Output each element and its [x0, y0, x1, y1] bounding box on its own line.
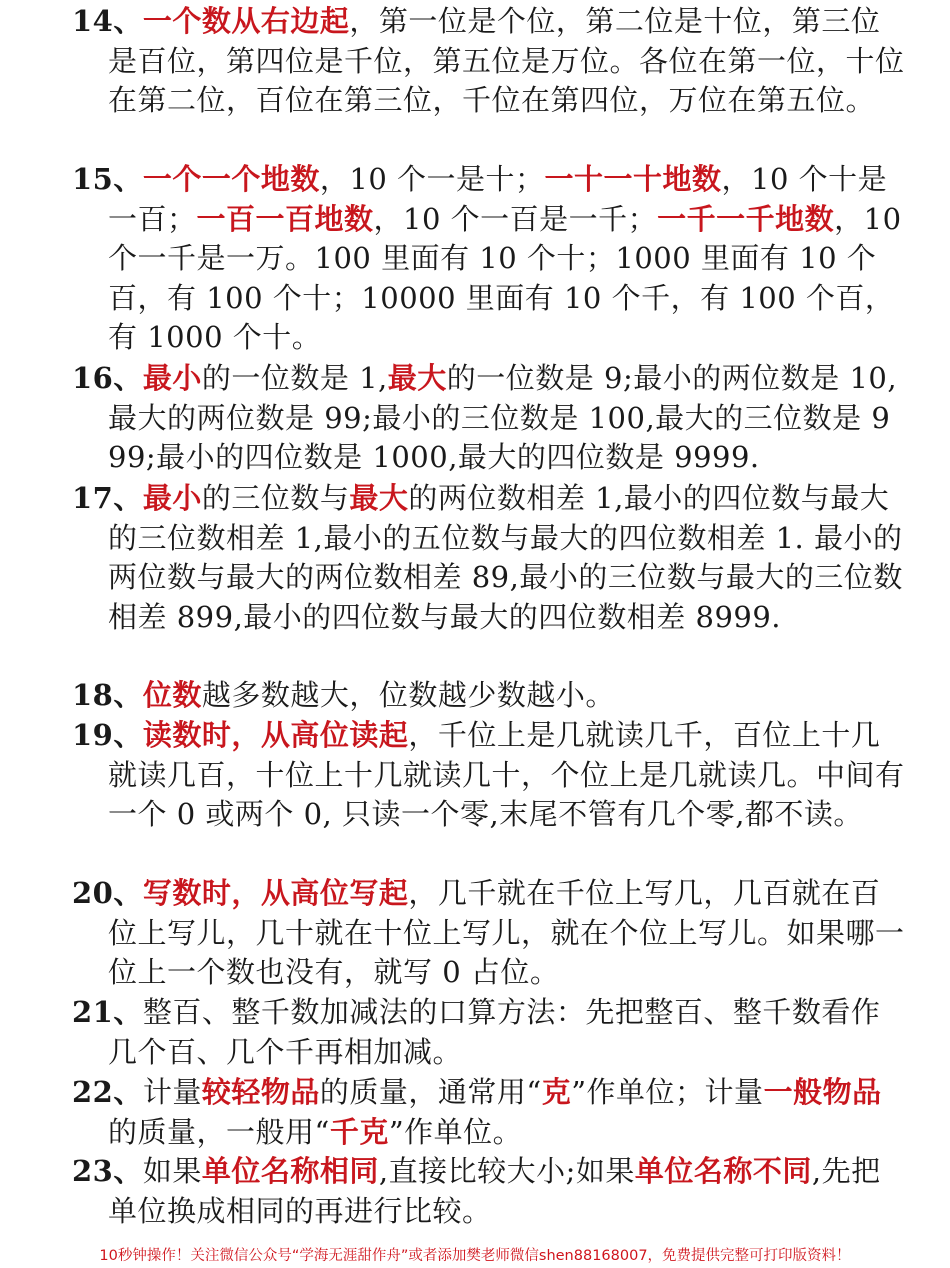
body-text: 的一位数是 1,: [201, 361, 388, 395]
list-item: [72, 479, 908, 637]
body-text: ”作单位。: [388, 1114, 523, 1149]
list-item: [72, 160, 908, 358]
body-text: ，10 个一是十；: [319, 162, 545, 196]
body-text: ，几千就在千位上写几，几百就在百位上写儿，几十就在十位上写儿，就在个位上写儿。如果哪一位上一个数也没有，就写 0 占位。: [108, 876, 905, 989]
highlight-text: 单位名称相同: [201, 1154, 379, 1188]
body-text: 整百、整千数加减法的口算方法：先把整百、整千数看作几个百、几个千再相加减。: [108, 995, 881, 1069]
body-text: ,先把单位换成相同的再进行比较。: [108, 1154, 881, 1228]
body-text: ,直接比较大小;如果: [378, 1154, 635, 1188]
item-number: 23、: [72, 1154, 143, 1188]
highlight-text: 单位名称不同: [634, 1154, 812, 1188]
item-number: 18、: [72, 678, 143, 712]
body-text: 的一位数是 9;最小的两位数是 10,最大的两位数是 99;最小的三位数是 100,最大的三位数是 999;最小的四位数是 1000,最大的四位数是 9999.: [108, 361, 898, 474]
body-text: ”作单位；计量: [571, 1075, 764, 1109]
item-number: 14、: [72, 4, 143, 38]
body-text: 的三位数与: [201, 481, 350, 515]
body-text: 越多数越大，位数越少数越小。: [201, 678, 615, 712]
item-number: 15、: [72, 162, 143, 196]
highlight-text: 一个数从右边起: [142, 4, 350, 38]
item-number: 20、: [72, 876, 143, 910]
body-text: 的质量，一般用“: [108, 1114, 330, 1149]
highlight-text: 一百一百地数: [196, 201, 374, 236]
body-text: ，10 个十是一百；: [108, 162, 888, 236]
body-text: 的质量，通常用“: [319, 1075, 542, 1109]
body-text: ，第一位是个位，第二位是十位，第三位是百位，第四位是千位，第五位是万位。各位在第一位，十位在第二位，百位在第三位，千位在第四位，万位在第五位。: [108, 4, 905, 117]
highlight-text: 一般物品: [763, 1075, 882, 1109]
list-item: [72, 2, 908, 121]
list-item: [72, 993, 908, 1072]
item-number: 22、: [72, 1075, 143, 1109]
list-item: [72, 359, 908, 478]
list-item: [72, 1152, 908, 1231]
list-item: [72, 716, 908, 835]
highlight-text: 读数时，从高位读起: [142, 718, 409, 752]
highlight-text: 最大: [349, 481, 409, 515]
highlight-text: 较轻物品: [201, 1075, 320, 1109]
item-number: 19、: [72, 718, 143, 752]
list-item: [72, 676, 908, 716]
body-text: ，10 个一千是一万。100 里面有 10 个十；1000 里面有 10 个百，有 100 个十；10000 里面有 10 个千，有 100 个百，有 1000 个十。: [108, 201, 902, 354]
item-number: 16、: [72, 361, 143, 395]
body-text: ，10 个一百是一千；: [373, 201, 658, 236]
body-text: ，千位上是几就读几千，百位上十几就读几百，十位上十几就读几十，个位上是几就读几。中间有一个 0 或两个 0, 只读一个零,末尾不管有几个零,都不读。: [108, 718, 905, 831]
item-number: 21、: [72, 995, 143, 1029]
highlight-text: 写数时，从高位写起: [142, 876, 409, 910]
highlight-text: 最小: [142, 361, 202, 395]
body-text: 如果: [142, 1154, 202, 1188]
body-text: 的两位数相差 1,最小的四位数与最大的三位数相差 1,最小的五位数与最大的四位数相差 1. 最小的两位数与最大的两位数相差 89,最小的三位数与最大的三位数相差 899,最小的四位数与最大的四位数相差 8999.: [108, 481, 903, 634]
item-number: 17、: [72, 481, 143, 515]
highlight-text: 一十一十地数: [544, 162, 722, 196]
highlight-text: 最小: [142, 481, 202, 515]
body-text: 计量: [142, 1075, 202, 1109]
highlight-text: 一千一千地数: [657, 201, 835, 236]
highlight-text: 位数: [142, 678, 202, 712]
list-item: [72, 1073, 908, 1152]
list-item: [72, 874, 908, 993]
highlight-text: 一个一个地数: [142, 162, 320, 196]
footer-promo-text: 10秒钟操作！关注微信公众号“学海无涯甜作舟”或者添加樊老师微信shen88168007，免费提供完整可打印版资料！: [99, 1248, 851, 1264]
highlight-text: 千克: [329, 1114, 389, 1149]
highlight-text: 克: [541, 1075, 572, 1109]
highlight-text: 最大: [387, 361, 447, 395]
